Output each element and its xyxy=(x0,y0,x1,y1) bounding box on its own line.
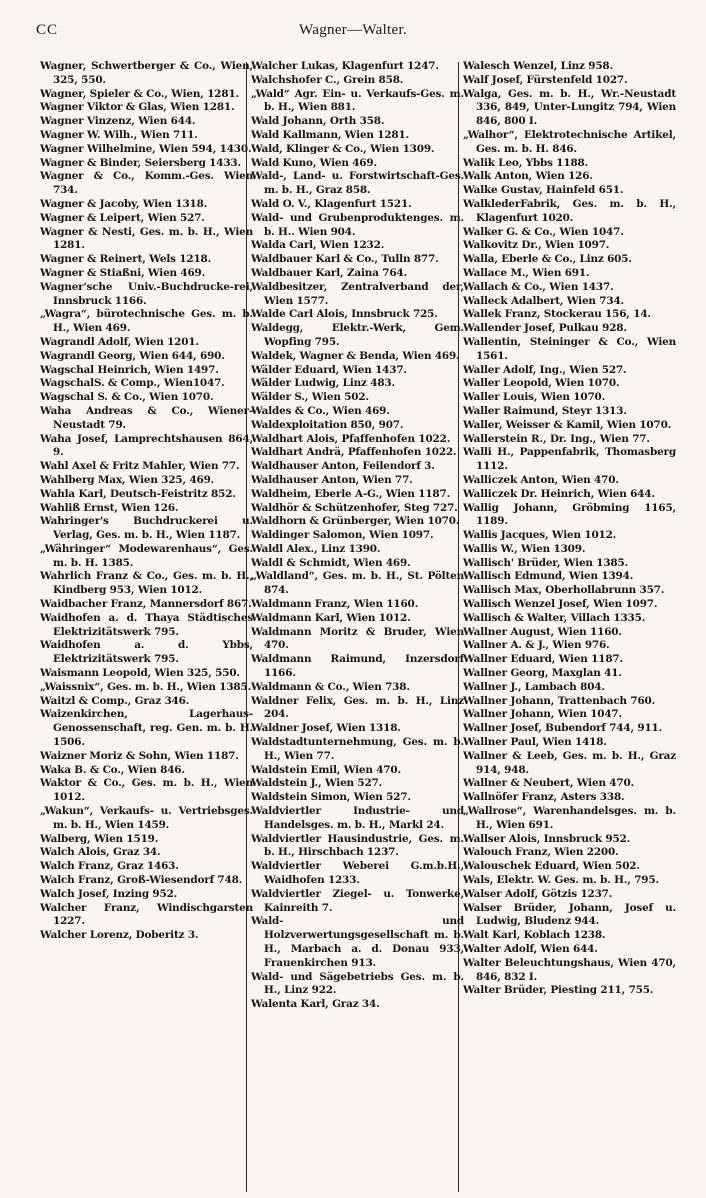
directory-entry: Walf Josef, Fürstenfeld 1027. xyxy=(463,73,628,86)
directory-entry: Waller Leopold, Wien 1070. xyxy=(463,377,620,390)
directory-entry: Wallisch' Brüder, Wien 1385. xyxy=(463,556,629,569)
directory-entry: Wald- und Holzverwertungsgesellschaft m. b. H., Marbach a. d. Donau 933, Frauenkirchen 913. xyxy=(251,915,464,969)
directory-entry: Walter Adolf, Wien 644. xyxy=(463,943,598,955)
directory-entry: Waldmann Franz, Wien 1160. xyxy=(251,598,419,611)
directory-entry: Walter Brüder, Piesting 211, 755. xyxy=(463,984,654,997)
directory-entry: Waldegg, Elektr.-Werk, Gem. Wopfing 795. xyxy=(251,322,464,348)
directory-entry: Wälder S., Wien 502. xyxy=(251,391,369,404)
directory-entry: Waller Louis, Wien 1070. xyxy=(463,391,606,404)
directory-entry: Waldner Josef, Wien 1318. xyxy=(251,722,401,735)
directory-entry: Waldexploitation 850, 907. xyxy=(251,418,404,431)
directory-entry: Wald Kallmann, Wien 1281. xyxy=(251,128,410,141)
directory-entry: Waismann Leopold, Wien 325, 550. xyxy=(40,667,240,680)
directory-entry: Wald- und Grubenproduktenges. m. b. H.. Wien 904. xyxy=(251,211,464,238)
directory-column-3 xyxy=(463,60,676,1194)
directory-entry: Wagner & Stiaßni, Wien 469. xyxy=(40,266,206,279)
directory-entry: Walla, Eberle & Co., Linz 605. xyxy=(463,253,632,266)
directory-entry: Waller, Weisser & Kamil, Wien 1070. xyxy=(463,418,672,431)
directory-entry: Wallender Josef, Pulkau 928. xyxy=(463,322,627,335)
directory-entry: Wagner & Nesti, Ges. m. b. H., Wien 1281. xyxy=(40,225,253,252)
directory-entry: „Waissnix“, Ges. m. b. H., Wien 1385. xyxy=(40,680,252,693)
directory-entry: Wald O. V., Klagenfurt 1521. xyxy=(251,197,412,210)
directory-entry: Wallisch & Walter, Villach 1335. xyxy=(463,611,646,624)
directory-entry: Walch Alois, Graz 34. xyxy=(40,846,161,859)
directory-entry: Waidhofen a. d. Ybbs, Elektrizitätswerk 795. xyxy=(40,639,253,666)
directory-entry: Waldviertler Industrie- und Handelsges. m. b. H., Markl 24. xyxy=(251,805,464,831)
directory-entry: Waldbesitzer, Zentralverband der, Wien 1577. xyxy=(251,280,464,307)
directory-entry: Wallach & Co., Wien 1437. xyxy=(463,280,614,293)
directory-entry: Waidhofen a. d. Thaya Städtisches Elektrizitätswerk 795. xyxy=(40,611,253,638)
directory-entry: Wagner & Reinert, Wels 1218. xyxy=(40,253,212,266)
directory-entry: Walda Carl, Wien 1232. xyxy=(251,239,385,252)
directory-entry: Wallis W., Wien 1309. xyxy=(463,542,586,555)
directory-entry: Wallner A. & J., Wien 976. xyxy=(463,639,610,652)
directory-column-1 xyxy=(40,60,253,1194)
directory-entry: Waizenkirchen, Lagerhaus-Genossenschaft, reg. Gen. m. b. H. 1506. xyxy=(40,708,253,749)
directory-entry: Waldstadtunternehmung, Ges. m. b. H., Wien 77. xyxy=(251,736,464,762)
directory-entry: Waizner Moriz & Sohn, Wien 1187. xyxy=(40,749,239,762)
directory-entry: Walde Carl Alois, Innsbruck 725. xyxy=(251,308,438,321)
directory-entry: Waldviertler Weberei G.m.b.H., Waidhofen 1233. xyxy=(251,860,464,887)
directory-entry: Wagner & Leipert, Wien 527. xyxy=(40,211,205,224)
directory-entry: „Währinger“ Modewarenhaus“, Ges. m. b. H. 1385. xyxy=(40,542,253,569)
directory-entry: Wahlberg Max, Wien 325, 469. xyxy=(40,473,215,486)
directory-entry: „Waldland“, Ges. m. b. H., St. Pölten 874. xyxy=(251,570,464,597)
directory-entry: Walk Anton, Wien 126. xyxy=(463,170,593,183)
directory-entry: Wagner & Binder, Seiersberg 1433. xyxy=(40,156,241,169)
directory-entry: Walleck Adalbert, Wien 734. xyxy=(463,294,625,307)
directory-entry: Walcher Lorenz, Doberitz 3. xyxy=(40,929,199,942)
directory-entry: Waldner Felix, Ges. m. b. H., Linz 204. xyxy=(251,694,464,721)
directory-entry: Wallner Eduard, Wien 1187. xyxy=(463,653,623,666)
directory-entry: Waldstein J., Wien 527. xyxy=(251,777,383,790)
directory-entry: Walouch Franz, Wien 2200. xyxy=(463,846,619,859)
directory-entry: Walker G. & Co., Wien 1047. xyxy=(463,225,624,238)
directory-entry: Wahrlich Franz & Co., Ges. m. b. H., Kindberg 953, Wien 1012. xyxy=(40,570,253,597)
directory-entry: Wagner W. Wilh., Wien 711. xyxy=(40,128,198,141)
directory-entry: Walch Franz, Groß-Wiesendorf 748. xyxy=(40,874,243,887)
directory-entry: Walkovitz Dr., Wien 1097. xyxy=(463,239,610,252)
directory-entry: Wallek Franz, Stockerau 156, 14. xyxy=(463,308,651,321)
directory-entry: Wald-, Land- u. Forstwirtschaft-Ges. m. b. H., Graz 858. xyxy=(251,170,464,197)
directory-entry: Waldmann Karl, Wien 1012. xyxy=(251,611,411,624)
directory-entry: Wagner'sche Univ.-Buchdrucke-rei, Innsbruck 1166. xyxy=(40,280,253,307)
directory-entry: Wald, Klinger & Co., Wien 1309. xyxy=(251,142,435,155)
directory-entry: Wald Johann, Orth 358. xyxy=(251,115,385,128)
directory-entry: Wälder Eduard, Wien 1437. xyxy=(251,363,407,376)
directory-entry: Waldbauer Karl, Zaina 764. xyxy=(251,266,407,279)
directory-entry: Waldmann Moritz & Bruder, Wien 470. xyxy=(251,625,464,652)
directory-entry: Waller Adolf, Ing., Wien 527. xyxy=(463,363,627,376)
directory-entry: Wagschal S. & Co., Wien 1070. xyxy=(40,391,214,404)
directory-entry: Walga, Ges. m. b. H., Wr.-Neustadt 336, 849, Unter-Lungitz 794, Wien 846, 800 I. xyxy=(463,87,676,128)
directory-entry: Wallner Georg, Maxglan 41. xyxy=(463,667,622,680)
directory-entry: Wagrandl Georg, Wien 644, 690. xyxy=(40,349,225,362)
directory-entry: Wallner & Neubert, Wien 470. xyxy=(463,777,635,790)
directory-entry: Walser Brüder, Johann, Josef u. Ludwig, Bludenz 944. xyxy=(463,901,676,928)
directory-entry: Wallig Johann, Gröbming 1165, 1189. xyxy=(463,501,676,528)
directory-entry: Waldek, Wagner & Benda, Wien 469. xyxy=(251,349,460,362)
directory-entry: Waldbauer Karl & Co., Tulln 877. xyxy=(251,253,439,266)
directory-entry: Walch Franz, Graz 1463. xyxy=(40,860,179,873)
directory-entry: Walcher Franz, Windischgarsten 1227. xyxy=(40,901,253,928)
directory-entry: Wallace M., Wien 691. xyxy=(463,266,590,279)
page-number: CC xyxy=(36,22,59,38)
directory-entry: „Wagra“, bürotechnische Ges. m. b. H., Wien 469. xyxy=(40,308,253,335)
directory-entry: Wagner Vinzenz, Wien 644. xyxy=(40,115,196,128)
directory-entry: WalklederFabrik, Ges. m. b. H., Klagenfurt 1020. xyxy=(463,197,676,224)
directory-entry: Waldl Alex., Linz 1390. xyxy=(251,542,381,555)
directory-entry: Wahla Karl, Deutsch-Feistritz 852. xyxy=(40,487,236,500)
directory-entry: Wahl Axel & Fritz Mahler, Wien 77. xyxy=(40,460,240,473)
directory-entry: Wagner & Co., Komm.-Ges. Wien 734. xyxy=(40,170,253,197)
directory-entry: Walenta Karl, Graz 34. xyxy=(251,998,380,1011)
directory-entry: Wallner Paul, Wien 1418. xyxy=(463,736,607,749)
directory-entry: Waldhart Andrä, Pfaffenhofen 1022. xyxy=(251,446,457,459)
directory-entry: Waller Raimund, Steyr 1313. xyxy=(463,404,627,417)
directory-entry: Wahringer's Buchdruckerei u. Verlag, Ges. m. b. H., Wien 1187. xyxy=(40,515,253,542)
directory-entry: Waldstein Simon, Wien 527. xyxy=(251,791,411,804)
directory-entry: Wallner Johann, Trattenbach 760. xyxy=(463,694,656,707)
directory-entry: Wagner, Schwertberger & Co., Wien, 325, 550. xyxy=(40,60,253,86)
directory-entry: Waktor & Co., Ges. m. b. H., Wien 1012. xyxy=(40,777,253,804)
directory-entry: Wagner Viktor & Glas, Wien 1281. xyxy=(40,101,235,114)
directory-entry: Wals, Elektr. W. Ges. m. b. H., 795. xyxy=(463,874,659,887)
directory-entry: Waldstein Emil, Wien 470. xyxy=(251,763,401,776)
directory-entry: Wagner, Spieler & Co., Wien, 1281. xyxy=(40,87,239,100)
directory-entry: „Wakun“, Verkaufs- u. Vertriebsges. m. b. H., Wien 1459. xyxy=(40,805,253,831)
directory-entry: Waha Andreas & Co., Wiener-Neustadt 79. xyxy=(40,404,253,431)
directory-entry: Waldmann Raimund, Inzersdorf 1166. xyxy=(251,653,464,680)
directory-entry: Wälder Ludwig, Linz 483. xyxy=(251,377,395,390)
directory-entry: Waldes & Co., Wien 469. xyxy=(251,404,390,417)
directory-entry: Wallner Johann, Wien 1047. xyxy=(463,708,622,721)
directory-entry: Wagner Wilhelmine, Wien 594, 1430. xyxy=(40,142,252,155)
directory-entry: Wagschal Heinrich, Wien 1497. xyxy=(40,363,219,376)
directory-entry: Waldhauser Anton, Wien 77. xyxy=(251,473,413,486)
directory-entry: Wallner J., Lambach 804. xyxy=(463,680,605,693)
directory-column-2 xyxy=(251,60,464,1194)
directory-entry: Waldhart Alois, Pfaffenhofen 1022. xyxy=(251,432,451,445)
directory-entry: Walli H., Pappenfabrik, Thomasberg 1112. xyxy=(463,446,676,473)
directory-entry: Waldhorn & Grünberger, Wien 1070. xyxy=(251,515,460,528)
directory-entry: Walliczek Dr. Heinrich, Wien 644. xyxy=(463,487,655,500)
directory-entry: Waldhauser Anton, Feilendorf 3. xyxy=(251,460,435,473)
directory-entry: Wald Kuno, Wien 469. xyxy=(251,156,377,169)
directory-entry: Waldviertler Ziegel- u. Tonwerke, Kainreith 7. xyxy=(251,887,464,914)
directory-entry: Walt Karl, Koblach 1238. xyxy=(463,929,606,942)
directory-entry: Wallentin, Steininger & Co., Wien 1561. xyxy=(463,335,676,362)
directory-entry: Walberg, Wien 1519. xyxy=(40,832,159,845)
directory-entry: Wagner & Jacoby, Wien 1318. xyxy=(40,197,208,210)
directory-entry: „Wallrose“, Warenhandelsges. m. b. H., Wien 691. xyxy=(463,805,676,831)
directory-entry: Walke Gustav, Hainfeld 651. xyxy=(463,184,624,197)
directory-entry: „Wald“ Agr. Ein- u. Verkaufs-Ges. m. b. H., Wien 881. xyxy=(251,87,464,114)
directory-entry: Walliczek Anton, Wien 470. xyxy=(463,473,619,486)
running-title: Wagner—Walter. xyxy=(299,22,407,38)
directory-entry: Wallner Josef, Bubendorf 744, 911. xyxy=(463,722,663,735)
directory-entry: Waldviertler Hausindustrie, Ges. m. b. H., Hirschbach 1237. xyxy=(251,832,464,859)
directory-entry: Wallser Alois, Innsbruck 952. xyxy=(463,832,631,845)
directory-entry: Wallner August, Wien 1160. xyxy=(463,625,622,638)
directory-entry: Walcher Lukas, Klagenfurt 1247. xyxy=(251,60,439,72)
directory-entry: Wahliß Ernst, Wien 126. xyxy=(40,501,179,514)
directory-entry: Waldinger Salomon, Wien 1097. xyxy=(251,529,434,542)
directory-entry: Waidbacher Franz, Mannersdorf 867. xyxy=(40,598,252,611)
directory-entry: „Walhor“, Elektrotechnische Artikel, Ges. m. b. H. 846. xyxy=(463,128,676,155)
directory-entry: Waldhör & Schützenhofer, Steg 727. xyxy=(251,501,458,514)
directory-entry: Walouschek Eduard, Wien 502. xyxy=(463,860,640,873)
directory-entry: Waldheim, Eberle A-G., Wien 1187. xyxy=(251,487,451,500)
directory-entry: Waha Josef, Lamprechtshausen 864, 9. xyxy=(40,432,253,459)
directory-entry: Wagrandl Adolf, Wien 1201. xyxy=(40,335,199,348)
directory-entry: Walter Beleuchtungshaus, Wien 470, 846, 832 I. xyxy=(463,956,676,983)
page-header xyxy=(0,0,706,52)
directory-entry: Wallner & Leeb, Ges. m. b. H., Graz 914, 948. xyxy=(463,749,676,776)
directory-entry: Wallis Jacques, Wien 1012. xyxy=(463,529,617,542)
directory-entry: Wallnöfer Franz, Asters 338. xyxy=(463,791,625,804)
directory-entry: WagschalS. & Comp., Wien1047. xyxy=(40,377,225,390)
directory-entry: Walser Adolf, Götzis 1237. xyxy=(463,887,613,900)
directory-entry: Wallisch Max, Oberhollabrunn 357. xyxy=(463,584,665,597)
directory-entry: Waldl & Schmidt, Wien 469. xyxy=(251,556,411,569)
directory-entry: Walik Leo, Ybbs 1188. xyxy=(463,156,589,169)
directory-entry: Wald- und Sägebetriebs Ges. m. b. H., Linz 922. xyxy=(251,970,464,997)
directory-entry: Waldmann & Co., Wien 738. xyxy=(251,680,410,693)
directory-entry: Walchshofer C., Grein 858. xyxy=(251,73,404,86)
directory-entry: Wallisch Wenzel Josef, Wien 1097. xyxy=(463,598,658,611)
directory-entry: Walesch Wenzel, Linz 958. xyxy=(463,60,613,72)
directory-entry: Waka B. & Co., Wien 846. xyxy=(40,763,185,776)
directory-entry: Waitzl & Comp., Graz 346. xyxy=(40,694,190,707)
directory-entry: Walch Josef, Inzing 952. xyxy=(40,887,178,900)
directory-entry: Wallisch Edmund, Wien 1394. xyxy=(463,570,634,583)
directory-entry: Wallerstein R., Dr. Ing., Wien 77. xyxy=(463,432,650,445)
